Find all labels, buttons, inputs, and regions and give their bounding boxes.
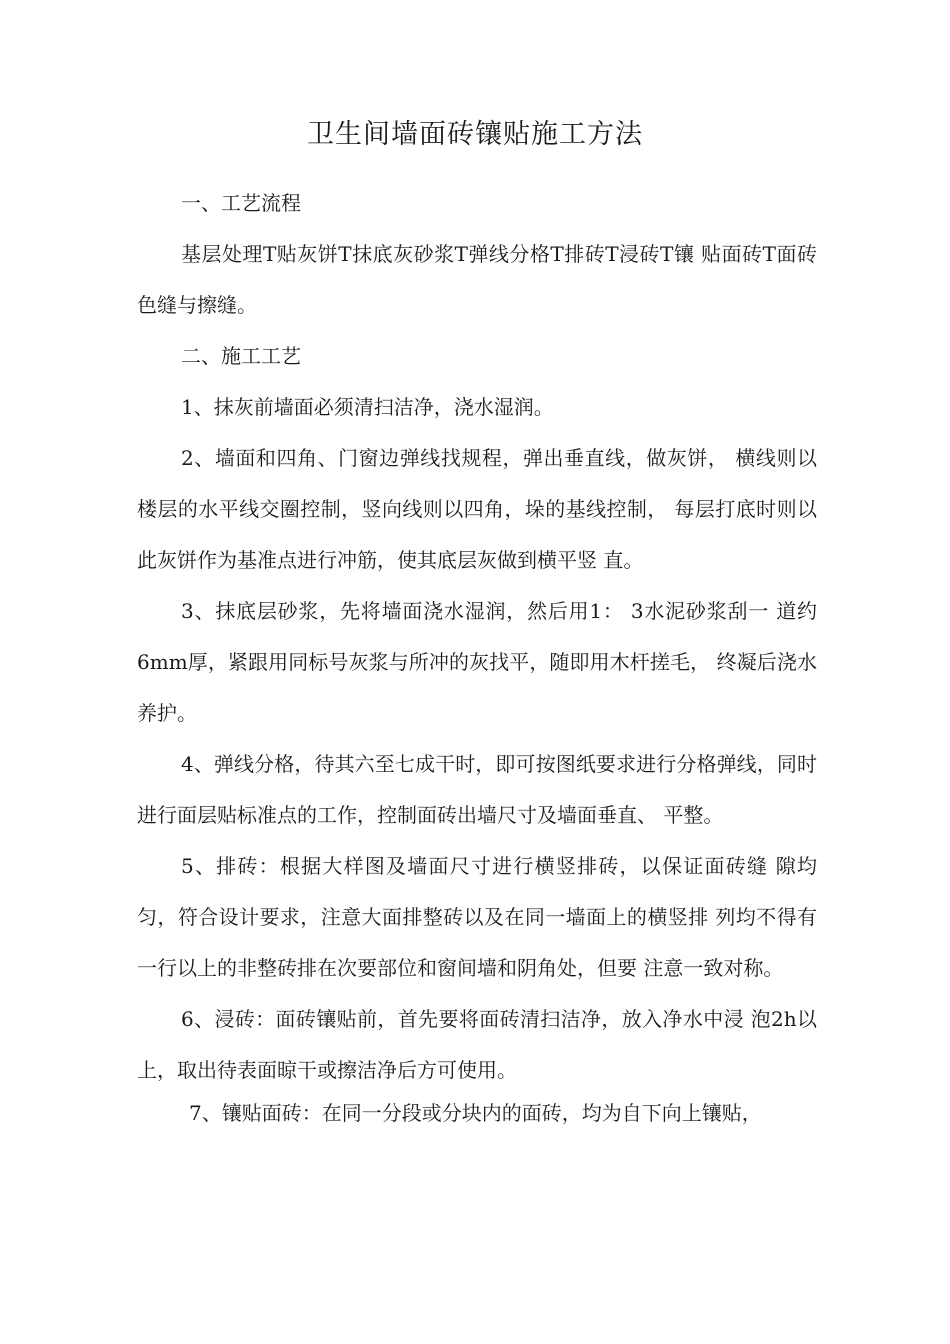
paragraph-step-3: 3、抹底层砂浆，先将墙面浇水湿润，然后用1： 3水泥砂浆刮一 道约6mm厚，紧跟用同标号灰浆与所冲的灰找平，随即用木杆搓毛， 终凝后浇水养护。 bbox=[137, 599, 817, 725]
paragraph-step-5: 5、排砖：根据大样图及墙面尺寸进行横竖排砖，以保证面砖缝 隙均匀，符合设计要求，注意大面排整砖以及在同一墙面上的横竖排 列均不得有一行以上的非整砖排在次要部位和窗间墙和阴角处，但要 注意一致对称。 bbox=[137, 854, 817, 980]
section-heading-technique: 二、施工工艺 bbox=[181, 344, 301, 368]
paragraph-step-1: 1、抹灰前墙面必须清扫洁净，浇水湿润。 bbox=[181, 395, 554, 419]
paragraph-step-7: 7、镶贴面砖：在同一分段或分块内的面砖，均为自下向上镶贴， bbox=[189, 1101, 762, 1125]
document-body bbox=[137, 178, 817, 1139]
page-title: 卫生间墙面砖镶贴施工方法 bbox=[307, 119, 643, 150]
paragraph-process-flow: 基层处理T贴灰饼T抹底灰砂浆T弹线分格T排砖T浸砖T镶 贴面砖T面砖色缝与擦缝。 bbox=[137, 242, 817, 317]
paragraph-step-4: 4、弹线分格，待其六至七成干时，即可按图纸要求进行分格弹线，同时进行面层贴标准点的工作，控制面砖出墙尺寸及墙面垂直、 平整。 bbox=[137, 752, 817, 827]
section-heading-process: 一、工艺流程 bbox=[181, 191, 301, 215]
paragraph-step-2: 2、墙面和四角、门窗边弹线找规程，弹出垂直线，做灰饼， 横线则以楼层的水平线交圈控制，竖向线则以四角，垛的基线控制， 每层打底时则以此灰饼作为基准点进行冲筋，使其底层灰做到横平竖 直。 bbox=[137, 446, 817, 572]
paragraph-step-6: 6、浸砖：面砖镶贴前，首先要将面砖清扫洁净，放入净水中浸 泡2h以上，取出待表面晾干或擦洁净后方可使用。 bbox=[137, 1007, 817, 1082]
